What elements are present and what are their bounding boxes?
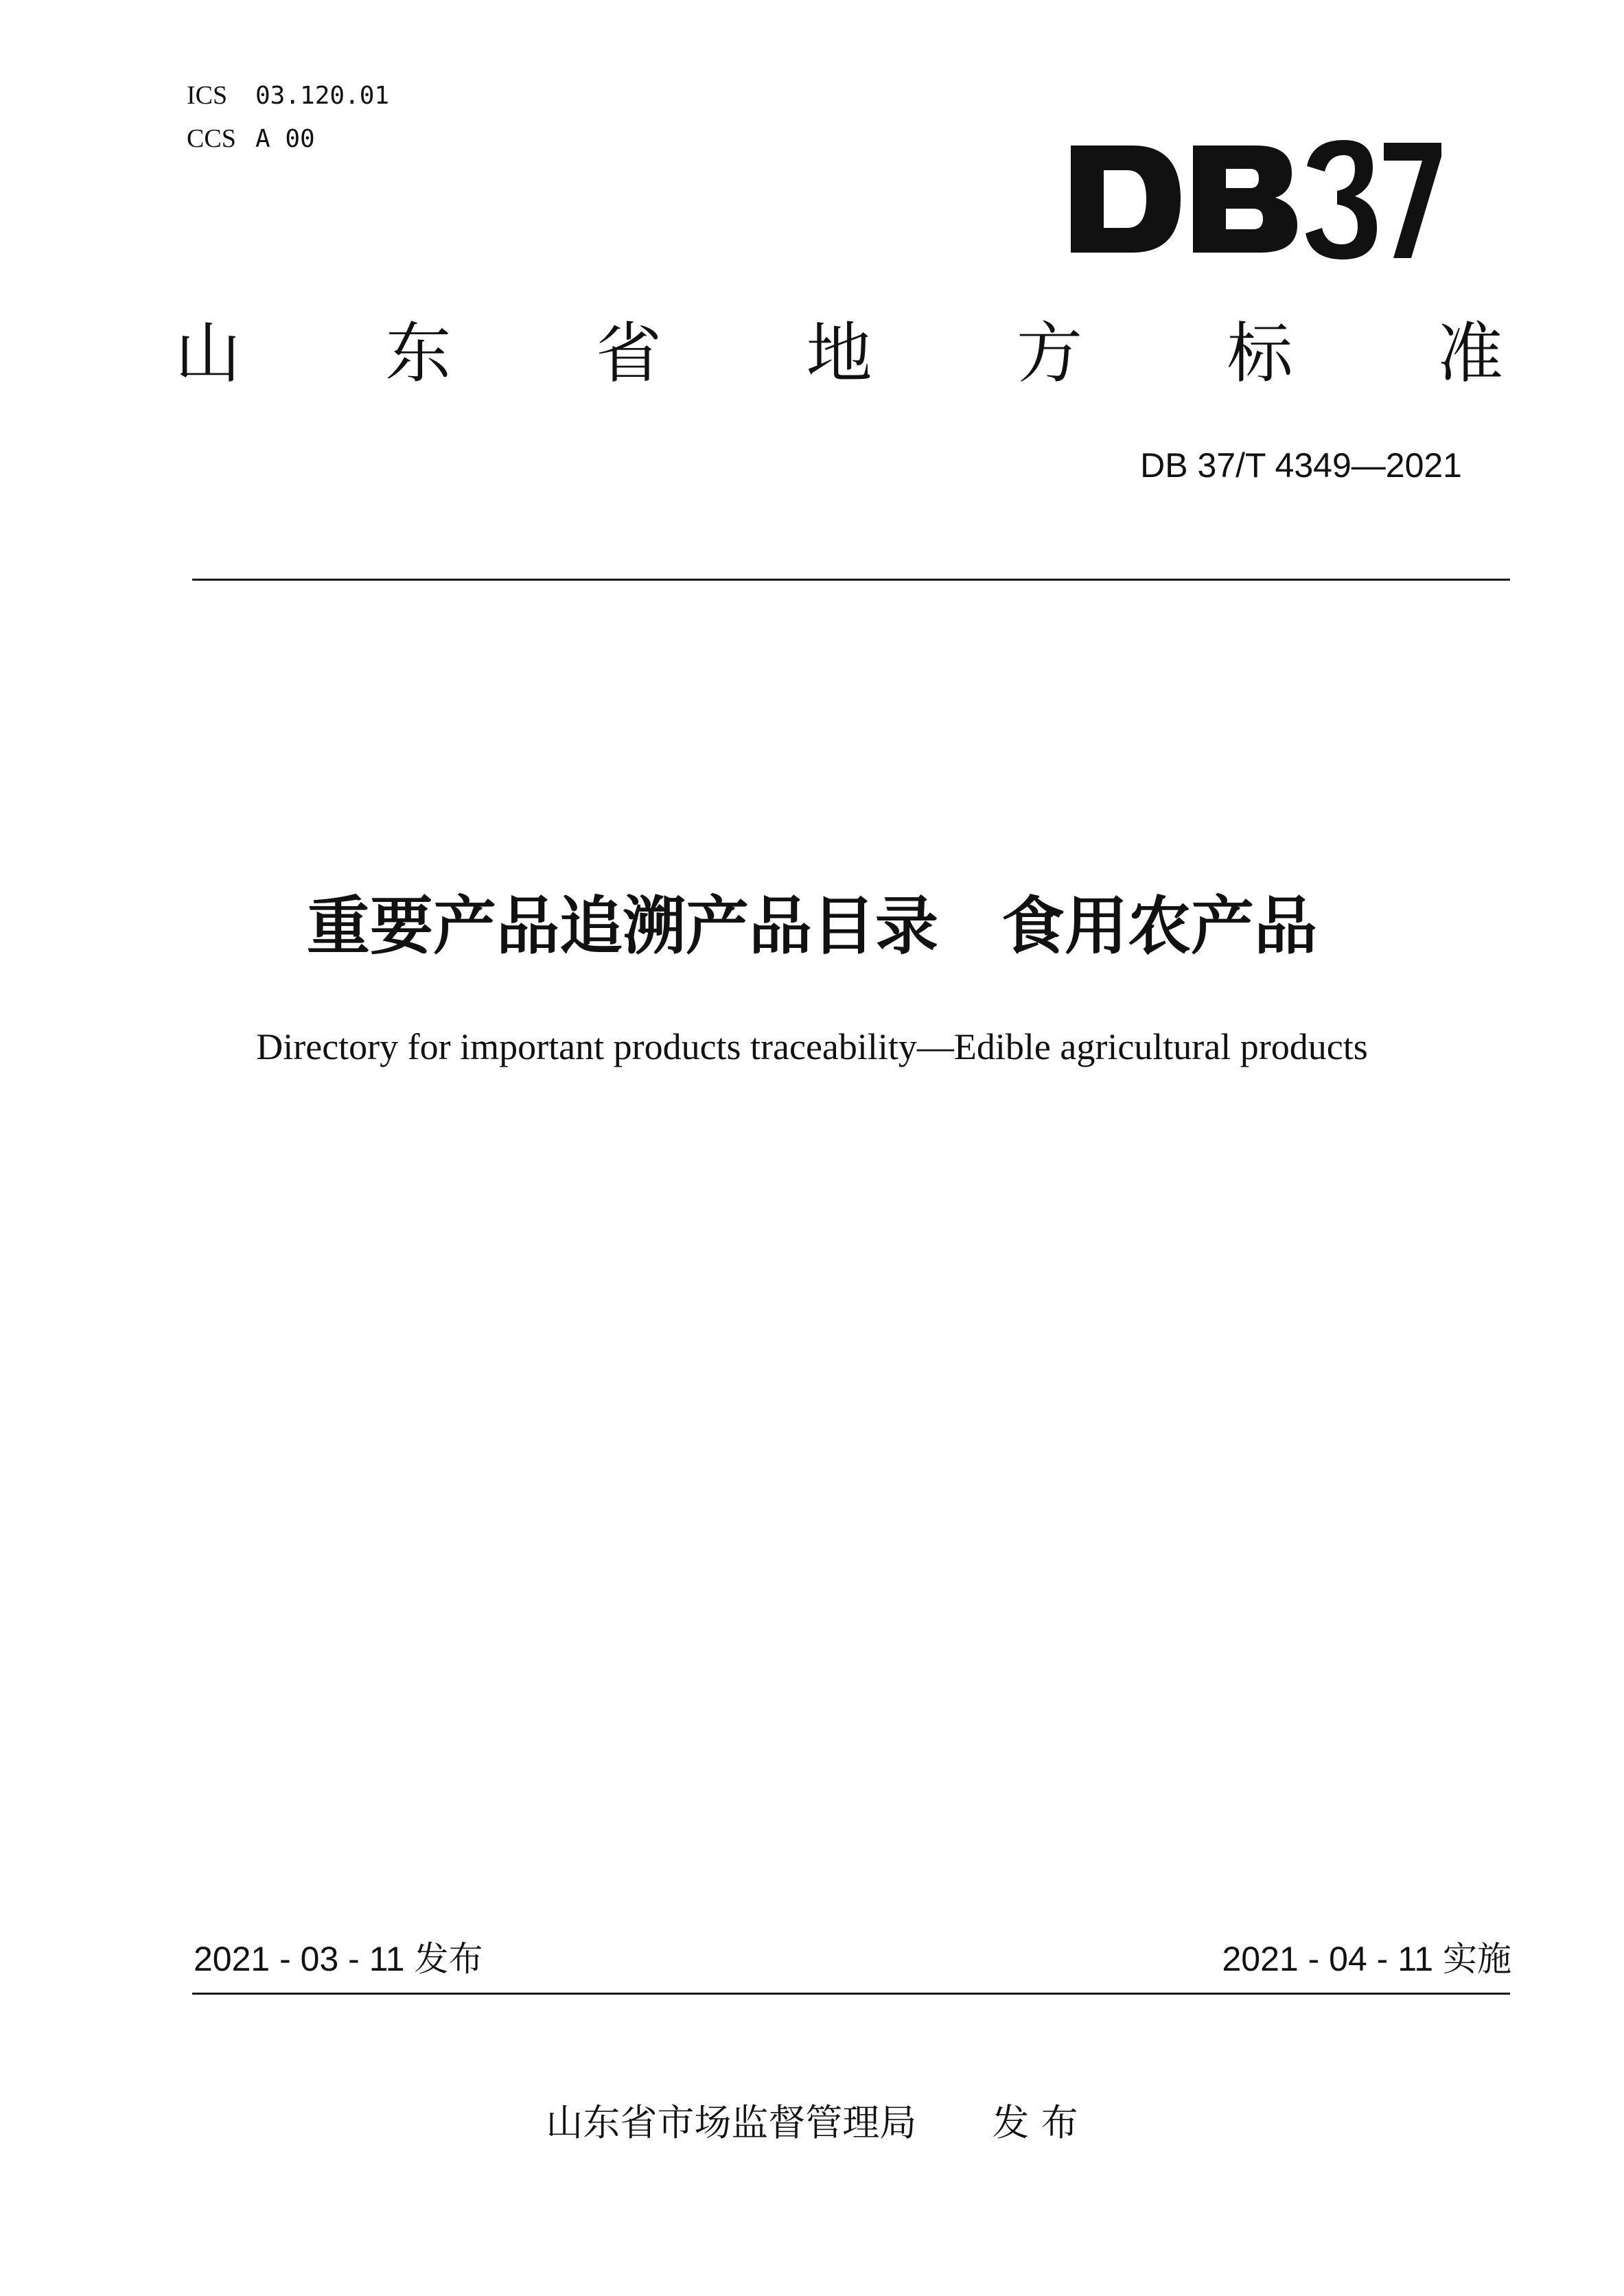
publish-date: 2021 - 03 - 11 发布 bbox=[194, 1940, 483, 1978]
ccs-value: A 00 bbox=[255, 125, 315, 153]
standard-title-char: 东 bbox=[385, 315, 452, 392]
ics-label: ICS bbox=[187, 81, 228, 110]
standard-type-title bbox=[175, 312, 1503, 395]
document-title-chinese: 重要产品追溯产品目录 食用农产品 bbox=[306, 890, 1317, 963]
standard-title-char: 地 bbox=[806, 315, 872, 392]
issuer-action: 发 布 bbox=[992, 2101, 1078, 2144]
standard-number: DB 37/T 4349—2021 bbox=[1140, 446, 1462, 485]
issuer-organization: 山东省市场监督管理局 bbox=[546, 2101, 917, 2144]
ics-code bbox=[187, 79, 389, 112]
bottom-divider bbox=[192, 1993, 1510, 1995]
ccs-code bbox=[187, 122, 315, 155]
ics-value: 03.120.01 bbox=[255, 82, 390, 110]
document-title-english: Directory for important products traceability—Edible agricultural products bbox=[256, 1026, 1368, 1067]
standard-title-char: 准 bbox=[1437, 315, 1503, 392]
implementation-date: 2021 - 04 - 11 实施 bbox=[1222, 1940, 1511, 1978]
db37-logo bbox=[1071, 130, 1441, 268]
issuing-authority bbox=[0, 2099, 1624, 2147]
standard-title-char: 山 bbox=[175, 315, 241, 392]
standard-title-char: 标 bbox=[1227, 315, 1293, 392]
standard-title-char: 省 bbox=[596, 315, 662, 392]
standard-title-char: 方 bbox=[1017, 315, 1082, 392]
top-divider bbox=[192, 579, 1510, 581]
ccs-label: CCS bbox=[187, 124, 236, 153]
